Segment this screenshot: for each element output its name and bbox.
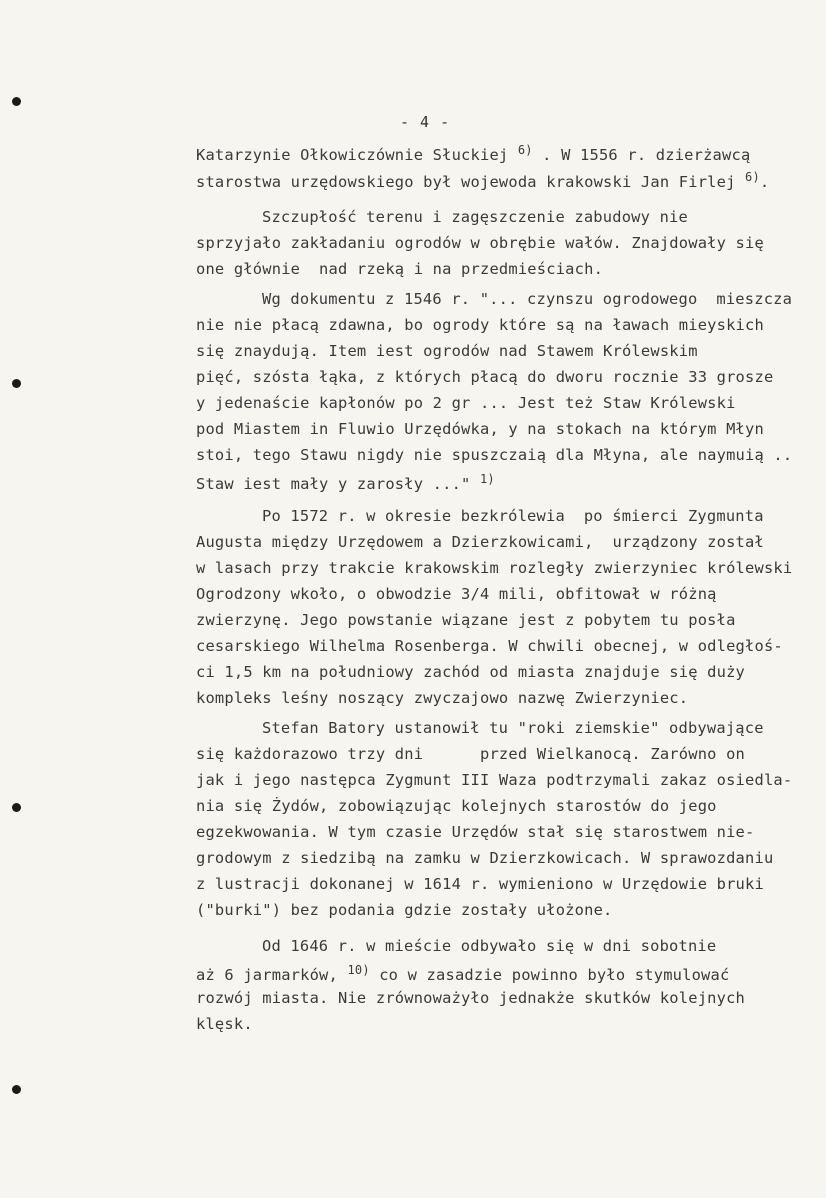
text-line: aż 6 jarmarków, $^{10)}$ co w zasadzie powinno było stymulować bbox=[196, 963, 730, 984]
text-line: starostwa urzędowskiego był wojewoda krakowski Jan Firlej $^{6)}$. bbox=[196, 170, 770, 191]
text-line: Szczupłość terenu i zagęszczenie zabudowy nie bbox=[262, 208, 688, 226]
text-line: stoi, tego Stawu nigdy nie spuszczaią dla Młyna, ale naymuią .. bbox=[196, 446, 793, 464]
text-line: kompleks leśny noszący zwyczajowo nazwę Zwierzyniec. bbox=[196, 689, 689, 707]
text-line: zwierzynę. Jego powstanie wiązane jest z pobytem tu posła bbox=[196, 611, 736, 629]
text-line: grodowym z siedzibą na zamku w Dzierzkowicach. W sprawozdaniu bbox=[196, 849, 774, 867]
text-line: z lustracji dokonanej w 1614 r. wymieniono w Urzędowie bruki bbox=[196, 875, 764, 893]
punch-hole bbox=[12, 1085, 21, 1094]
text-line: Katarzynie Ołkowiczównie Słuckiej $^{6)}$ . W 1556 r. dzierżawcą bbox=[196, 143, 751, 164]
text-line: pod Miastem in Fluwio Urzędówka, y na stokach na którym Młyn bbox=[196, 420, 764, 438]
text-line: Staw iest mały y zarosły ..." $^{1)}$ bbox=[196, 472, 495, 493]
punch-hole bbox=[12, 379, 21, 388]
text-line: w lasach przy trakcie krakowskim rozległy zwierzyniec królewski bbox=[196, 559, 793, 577]
punch-hole bbox=[12, 97, 21, 106]
text-line: Po 1572 r. w okresie bezkrólewia po śmierci Zygmunta bbox=[262, 507, 764, 525]
text-line: jak i jego następca Zygmunt III Waza podtrzymali zakaz osiedla- bbox=[196, 771, 793, 789]
footnote-marker: 10) bbox=[347, 963, 370, 977]
text-line: ("burki") bez podania gdzie zostały ułożone. bbox=[196, 901, 613, 919]
text-line: klęsk. bbox=[196, 1015, 253, 1033]
text-line: pięć, szósta łąka, z których płacą do dworu rocznie 33 grosze bbox=[196, 368, 774, 386]
footnote-marker: 6) bbox=[745, 170, 760, 184]
text-line: się znaydują. Item iest ogrodów nad Stawem Królewskim bbox=[196, 342, 698, 360]
text-line: sprzyjało zakładaniu ogrodów w obrębie wałów. Znajdowały się bbox=[196, 234, 764, 252]
text-line: Ogrodzony wkoło, o obwodzie 3/4 mili, obfitował w różną bbox=[196, 585, 717, 603]
page-number: - 4 - bbox=[400, 113, 451, 131]
text-line: one głównie nad rzeką i na przedmieściach. bbox=[196, 260, 604, 278]
text-line: Wg dokumentu z 1546 r. "... czynszu ogrodowego mieszcza bbox=[262, 290, 793, 308]
text-line: ci 1,5 km na południowy zachód od miasta znajduje się duży bbox=[196, 663, 746, 681]
text-line: y jedenaście kapłonów po 2 gr ... Jest też Staw Królewski bbox=[196, 394, 736, 412]
text-line: nie nie płacą zdawna, bo ogrody które są na ławach mieyskich bbox=[196, 316, 764, 334]
text-line: nia się Żydów, zobowiązując kolejnych starostów do jego bbox=[196, 797, 717, 815]
text-line: Stefan Batory ustanowił tu "roki ziemskie" odbywające bbox=[262, 719, 764, 737]
text-line: się każdorazowo trzy dni przed Wielkanocą. Zarówno on bbox=[196, 745, 746, 763]
footnote-marker: 6) bbox=[517, 143, 533, 157]
text-line: Od 1646 r. w mieście odbywało się w dni sobotnie bbox=[262, 937, 717, 955]
text-line: rozwój miasta. Nie zrównoważyło jednakże skutków kolejnych bbox=[196, 989, 746, 1007]
footnote-marker: 1) bbox=[479, 472, 495, 486]
text-line: Augusta między Urzędowem a Dzierzkowicami, urządzony został bbox=[196, 533, 764, 551]
text-line: cesarskiego Wilhelma Rosenberga. W chwili obecnej, w odległoś- bbox=[196, 637, 783, 655]
text-line: egzekwowania. W tym czasie Urzędów stał się starostwem nie- bbox=[196, 823, 755, 841]
punch-hole bbox=[12, 803, 21, 812]
